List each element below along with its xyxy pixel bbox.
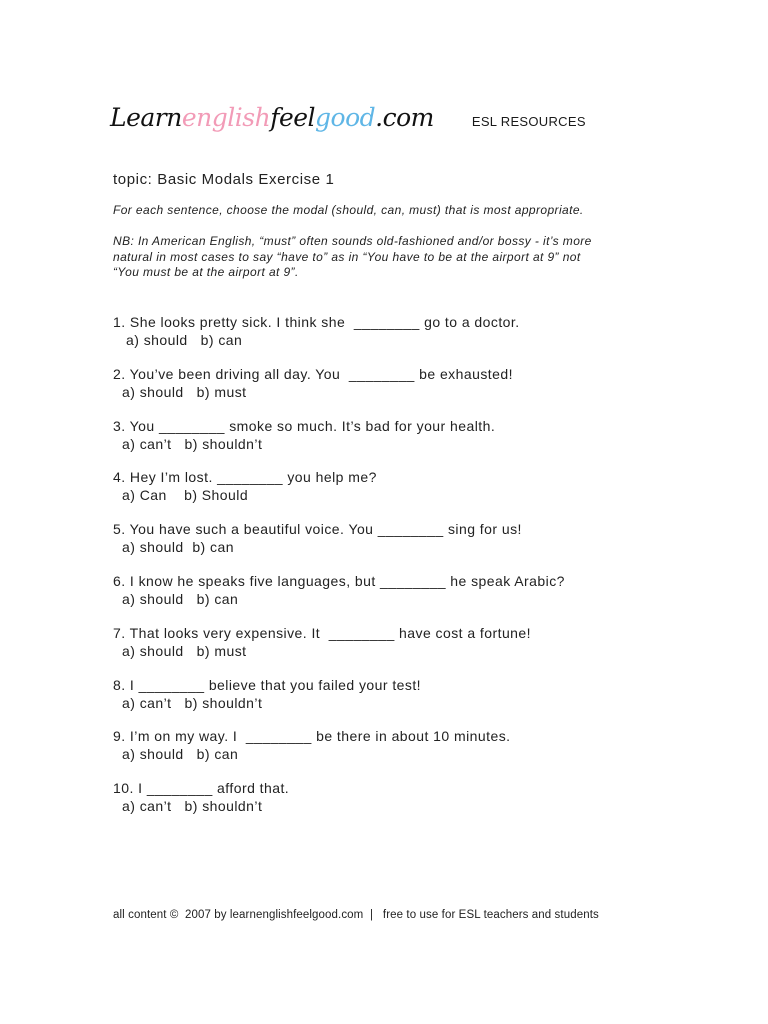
section-label: ESL RESOURCES [471,114,586,129]
site-logo[interactable] [110,98,434,138]
logo-learn: Learn [110,103,182,132]
page-title: topic: Basic Modals Exercise 1 [113,171,335,188]
page-header [110,98,586,138]
logo-feel: feel [270,103,316,132]
question-text: 1. She looks pretty sick. I think she ________ go to a doctor. [113,314,520,330]
question-options: a) should b) can [122,539,234,556]
nb-note [113,234,673,281]
copyright-footer: all content © 2007 by learnenglishfeelgood.com | free to use for ESL teachers and students [113,909,599,921]
question-item [113,572,673,624]
question-text: 10. I ________ afford that. [113,780,290,797]
question-item [113,779,673,831]
question-text: 9. I’m on my way. I ________ be there in about 10 minutes. [113,728,511,745]
question-item [113,624,673,676]
question-options: a) can’t b) shouldn’t [122,694,263,711]
question-item [113,676,673,728]
instructions: For each sentence, choose the modal (should, can, must) that is most appropriate. [113,203,584,217]
question-item [113,313,673,365]
question-text: 4. Hey I’m lost. ________ you help me? [113,469,377,486]
question-item [113,520,673,572]
question-options: a) should b) can [126,332,243,348]
logo-english: english [181,103,271,132]
nb-line: natural in most cases to say “have to” as in “You have to be at the airport at 9” not [113,249,581,264]
logo-com: .com [375,103,434,132]
question-item [113,417,673,469]
question-list [113,313,673,831]
question-text: 2. You’ve been driving all day. You ________ be exhausted! [113,365,513,382]
question-text: 8. I ________ believe that you failed your test! [113,676,422,693]
question-text: 5. You have such a beautiful voice. You ________ sing for us! [113,521,522,538]
question-options: a) should b) can [122,590,239,607]
question-item [113,468,673,520]
question-options: a) should b) can [122,746,239,763]
question-options: a) should b) must [122,383,247,400]
question-options: a) can’t b) shouldn’t [122,798,263,815]
question-item [113,727,673,779]
question-text: 6. I know he speaks five languages, but ________ he speak Arabic? [113,572,565,589]
question-options: a) should b) must [122,642,247,659]
question-text: 7. That looks very expensive. It ________ have cost a fortune! [113,624,531,641]
nb-line: “You must be at the airport at 9”. [113,265,299,279]
question-text: 3. You ________ smoke so much. It’s bad for your health. [113,417,496,434]
logo-good: good [315,103,376,132]
question-options: a) can’t b) shouldn’t [122,435,263,452]
question-options: a) Can b) Should [122,487,249,504]
question-item [113,365,673,417]
nb-line: NB: In American English, “must” often sounds old-fashioned and/or bossy - it’s more [113,234,592,248]
